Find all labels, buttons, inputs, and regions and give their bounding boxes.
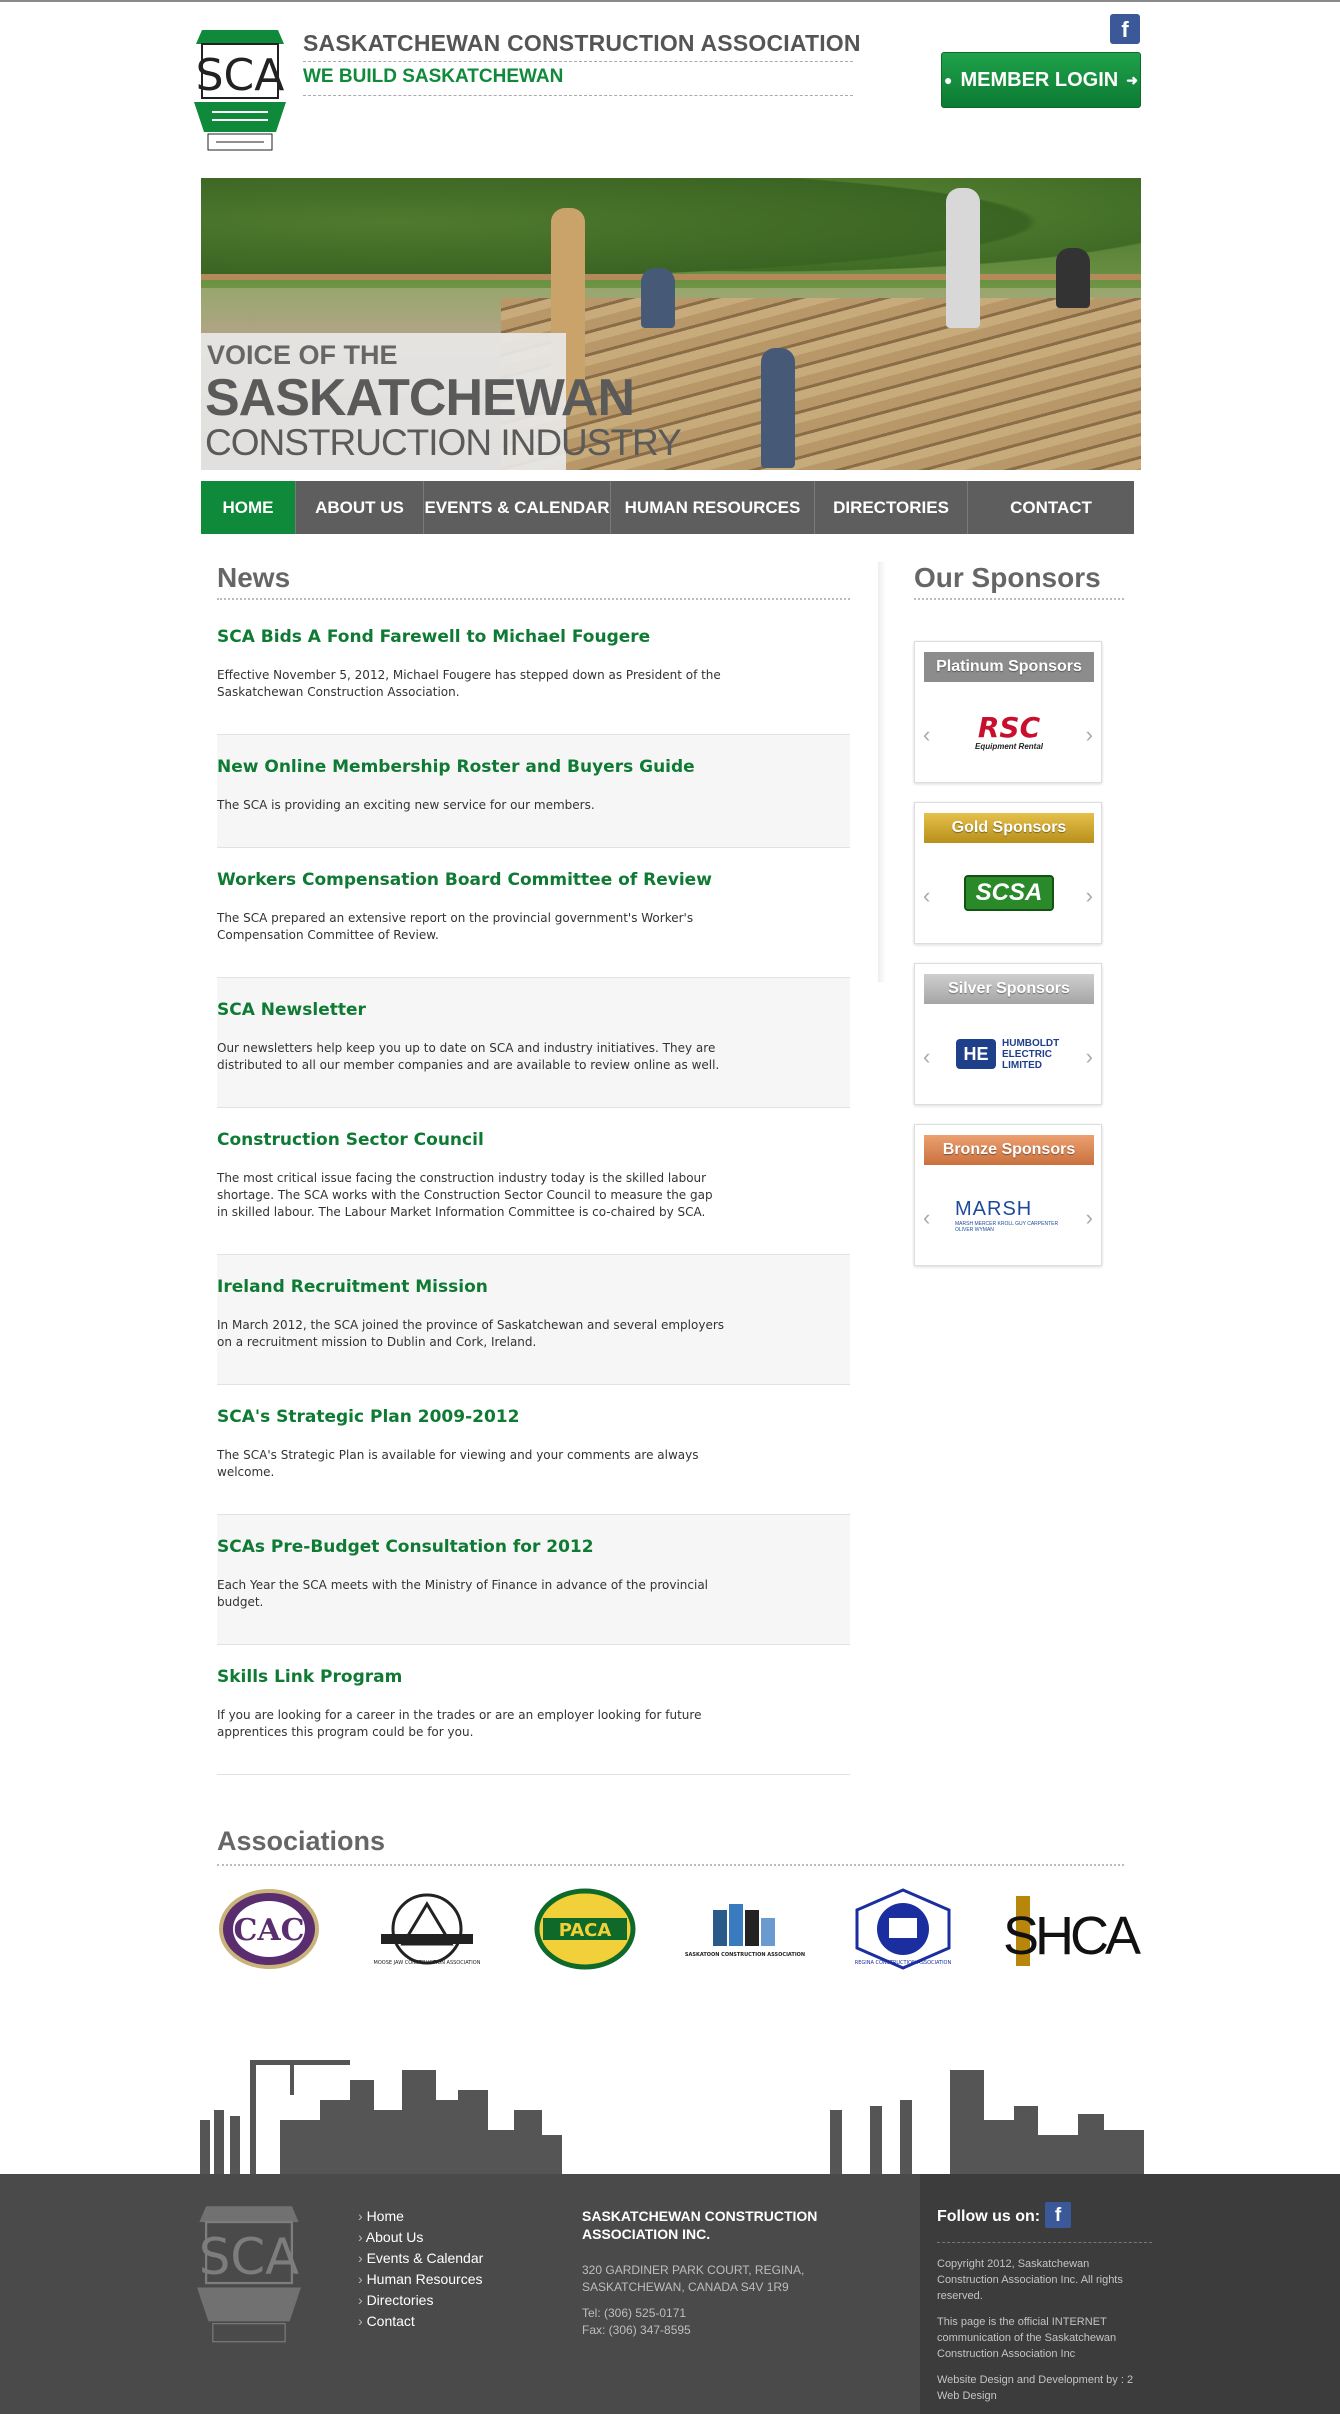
news-item	[217, 605, 850, 735]
hero-banner	[201, 178, 1141, 470]
news-item	[217, 1645, 850, 1775]
hero-worker	[641, 268, 675, 328]
news-title-link[interactable]: SCA's Strategic Plan 2009-2012	[217, 1407, 520, 1427]
news-item	[217, 1255, 850, 1385]
gold-sponsor-card	[914, 802, 1102, 944]
footer-fax: Fax: (306) 347-8595	[582, 2323, 691, 2337]
news-item	[217, 1108, 850, 1255]
news-item	[217, 1515, 850, 1645]
news-summary: In March 2012, the SCA joined the province of Saskatchewan and several employers on a recruitment mission to Dublin and Cork, Ireland.	[217, 1318, 725, 1349]
associations-heading: Associations	[217, 1826, 386, 1856]
news-title-link[interactable]: SCA Newsletter	[217, 1000, 366, 1020]
assoc-logo-moose-jaw[interactable]	[373, 1888, 481, 1970]
sponsor-name: SCSA	[964, 875, 1055, 911]
nav-contact[interactable]: CONTACT	[1010, 497, 1092, 517]
silver-sponsor-card	[914, 963, 1102, 1105]
member-login-button[interactable]	[941, 52, 1141, 108]
chevron-right-icon[interactable]: ›	[1085, 722, 1093, 747]
footer-sca-logo[interactable]	[194, 2204, 304, 2344]
news-item	[217, 1385, 850, 1515]
column-shadow	[878, 562, 886, 982]
hero-line-3: CONSTRUCTION INDUSTRY	[205, 422, 681, 463]
design-credit[interactable]: Website Design and Development by : 2 Web Design	[937, 2374, 1134, 2402]
news-list	[217, 605, 850, 1775]
assoc-label: SASKATOON CONSTRUCTION ASSOCIATION	[684, 1952, 806, 1958]
arrow-right-icon: ➜	[1126, 71, 1138, 88]
main-nav	[201, 481, 1134, 534]
logo-text: SCA	[195, 50, 285, 101]
nav-events-calendar[interactable]: EVENTS & CALENDAR	[424, 481, 611, 534]
assoc-logo-cac[interactable]	[219, 1888, 319, 1970]
assoc-logo-regina[interactable]	[853, 1888, 953, 1970]
assoc-label: CAC	[233, 1913, 305, 1948]
sponsor-subtitle: MARSH MERCER KROLL GUY CARPENTER OLIVER WYMAN	[955, 1220, 1059, 1233]
tagline: WE BUILD SASKATCHEWAN	[303, 66, 564, 87]
official-notice: This page is the official INTERNET communication of the Saskatchewan Construction Association Inc	[937, 2316, 1117, 2360]
nav-human-resources[interactable]: HUMAN RESOURCES	[611, 481, 815, 534]
hero-worker	[761, 348, 795, 468]
chevron-right-icon[interactable]: ›	[1085, 883, 1093, 908]
logo-text: SCA	[198, 2228, 300, 2286]
news-title-link[interactable]: Workers Compensation Board Committee of Review	[217, 870, 712, 890]
news-title-link[interactable]: Skills Link Program	[217, 1667, 403, 1687]
footer-tel: Tel: (306) 525-0171	[582, 2306, 687, 2320]
news-heading: News	[217, 562, 291, 593]
sponsor-name: RSC	[977, 710, 1041, 744]
news-title-link[interactable]: New Online Membership Roster and Buyers Guide	[217, 757, 695, 777]
news-title-link[interactable]: Ireland Recruitment Mission	[217, 1277, 488, 1297]
bronze-sponsor-card	[914, 1124, 1102, 1266]
footer-link-events-calendar[interactable]: › Events & Calendar	[358, 2248, 483, 2269]
news-item	[217, 735, 850, 848]
assoc-label: SHCA	[1002, 1906, 1138, 1966]
footer-phone	[582, 2305, 691, 2339]
news-title-link[interactable]: SCA Bids A Fond Farewell to Michael Fougere	[217, 627, 651, 647]
news-summary: Effective November 5, 2012, Michael Fougere has stepped down as President of the Saskatchewan Construction Association.	[217, 668, 721, 699]
footer-link-human-resources[interactable]: › Human Resources	[358, 2269, 483, 2290]
tier-label: Bronze Sponsors	[924, 1135, 1094, 1165]
assoc-logo-shca[interactable]	[1002, 1888, 1138, 1970]
platinum-sponsor-card	[914, 641, 1102, 783]
humboldt-mark-icon: HE	[956, 1039, 996, 1069]
chevron-left-icon[interactable]: ‹	[923, 1205, 931, 1230]
news-title-link[interactable]: SCAs Pre-Budget Consultation for 2012	[217, 1537, 594, 1557]
news-summary: If you are looking for a career in the trades or are an employer looking for future apprentices this program could be for you.	[217, 1708, 702, 1739]
header-divider	[303, 95, 853, 96]
top-border	[0, 0, 1340, 2]
assoc-logo-saskatoon[interactable]	[684, 1888, 806, 1970]
footer-org-name: SASKATCHEWAN CONSTRUCTION ASSOCIATION INC.	[582, 2208, 818, 2242]
hero-line-2: SASKATCHEWAN	[205, 369, 635, 427]
news-summary: The SCA's Strategic Plan is available for viewing and your comments are always welcome.	[217, 1448, 699, 1479]
footer-link-contact[interactable]: › Contact	[358, 2311, 483, 2332]
chevron-right-icon[interactable]: ›	[1085, 1044, 1093, 1069]
tier-label: Silver Sponsors	[924, 974, 1094, 1004]
news-divider	[217, 598, 850, 600]
user-icon: ●	[944, 72, 953, 88]
news-item	[217, 848, 850, 978]
tier-label: Platinum Sponsors	[924, 652, 1094, 682]
assoc-label: REGINA CONSTRUCTION ASSOCIATION	[854, 1960, 952, 1966]
news-summary: The SCA is providing an exciting new service for our members.	[217, 798, 595, 812]
tier-label: Gold Sponsors	[924, 813, 1094, 843]
news-summary: The most critical issue facing the construction industry today is the skilled labour shortage. The SCA works with the Construction Sector Council to measure the gap in skilled labour. The Labour Market Information Committee is co-chaired by SCA.	[217, 1171, 713, 1219]
hero-line-1: VOICE OF THE	[207, 340, 398, 370]
skyline-illustration	[190, 2040, 1150, 2176]
sca-logo[interactable]	[192, 28, 288, 152]
footer-link-about-us[interactable]: › About Us	[358, 2227, 483, 2248]
facebook-icon[interactable]: f	[1045, 2202, 1071, 2228]
header-divider	[303, 61, 853, 62]
footer-address: 320 GARDINER PARK COURT, REGINA, SASKATCHEWAN, CANADA S4V 1R9	[582, 2263, 805, 2294]
hero-worker	[1056, 248, 1090, 308]
sponsor-name: MARSH	[955, 1197, 1033, 1220]
facebook-icon[interactable]: f	[1110, 14, 1140, 44]
footer-link-directories[interactable]: › Directories	[358, 2290, 483, 2311]
sponsors-heading: Our Sponsors	[914, 562, 1101, 593]
sponsor-logo-humboldt-electric[interactable]	[955, 1032, 1063, 1076]
sponsors-divider	[914, 598, 1124, 600]
member-login-label: MEMBER LOGIN	[960, 68, 1119, 91]
footer-legal	[937, 2256, 1152, 2414]
associations-divider	[217, 1864, 1124, 1866]
chevron-left-icon[interactable]: ‹	[923, 1044, 931, 1069]
footer-link-home[interactable]: › Home	[358, 2206, 483, 2227]
nav-about-us[interactable]: ABOUT US	[296, 481, 424, 534]
nav-directories[interactable]: DIRECTORIES	[815, 481, 968, 534]
follow-us-label: Follow us on:	[937, 2208, 1041, 2225]
news-summary: Our newsletters help keep you up to date on SCA and industry initiatives. They are distributed to all our member companies and are available to review online as well.	[217, 1041, 720, 1072]
copyright-text: Copyright 2012, Saskatchewan Construction Association Inc. All rights reserved.	[937, 2258, 1123, 2302]
news-title-link[interactable]: Construction Sector Council	[217, 1130, 484, 1150]
chevron-left-icon[interactable]: ‹	[923, 722, 931, 747]
chevron-right-icon[interactable]: ›	[1085, 1205, 1093, 1230]
hero-worker	[946, 188, 980, 328]
chevron-left-icon[interactable]: ‹	[923, 883, 931, 908]
assoc-label: PACA	[558, 1920, 612, 1941]
news-summary: The SCA prepared an extensive report on the provincial government's Worker's Compensation Committee of Review.	[217, 911, 694, 942]
news-item	[217, 978, 850, 1108]
footer-divider	[937, 2242, 1152, 2243]
footer-links	[358, 2206, 483, 2332]
sponsor-logo-rsc[interactable]	[955, 710, 1063, 754]
sponsor-logo-marsh[interactable]	[955, 1193, 1063, 1237]
sponsor-logo-scsa[interactable]	[955, 871, 1063, 915]
sponsor-name: HUMBOLDT ELECTRIC LIMITED	[1002, 1037, 1060, 1071]
assoc-logo-paca[interactable]	[535, 1888, 635, 1970]
org-title: SASKATCHEWAN CONSTRUCTION ASSOCIATION	[303, 30, 861, 56]
nav-home[interactable]: HOME	[201, 481, 296, 534]
news-summary: Each Year the SCA meets with the Ministry of Finance in advance of the provincial budget.	[217, 1578, 709, 1609]
sponsor-subtitle: Equipment Rental	[974, 741, 1043, 751]
assoc-label: MOOSE JAW CONSTRUCTION ASSOCIATION	[373, 1960, 481, 1966]
